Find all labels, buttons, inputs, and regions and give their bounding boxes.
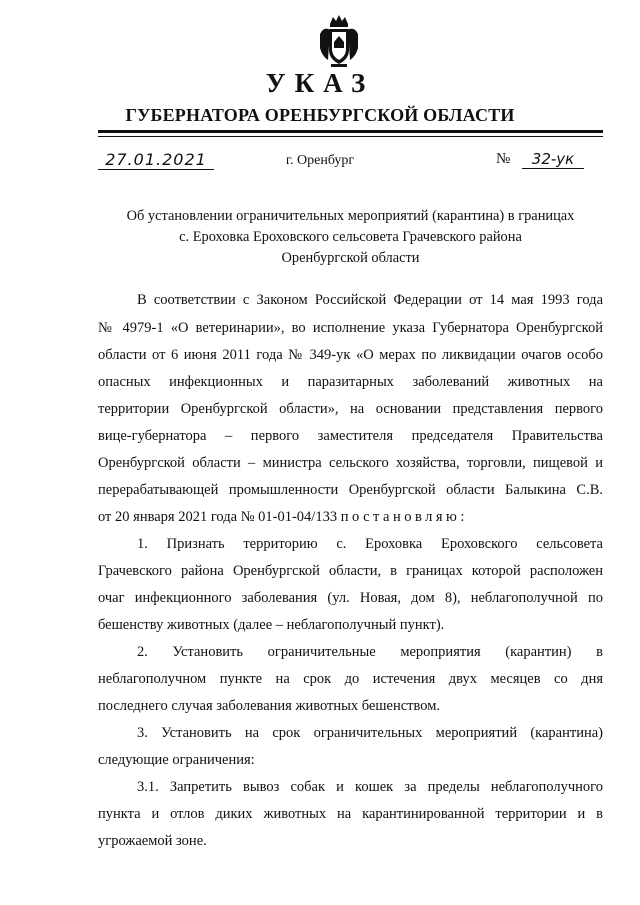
body-line: следующие ограничения: xyxy=(98,752,255,768)
header-rule-thin xyxy=(98,136,603,137)
body-line: № 4979-1 «О ветеринарии», во исполнение указа Губернатора Оренбургской xyxy=(98,320,603,336)
body-line: области от 6 июня 2011 года № 349-ук «О мерах по ликвидации очагов особо xyxy=(98,347,603,363)
resolution-word: постановляю: xyxy=(340,509,468,525)
heading-line: Оренбургской области xyxy=(281,250,420,266)
decree-number-label: № xyxy=(496,151,511,167)
preamble-reference: от 20 января 2021 года № 01-01-04/133 xyxy=(98,509,338,525)
heading-line: с. Ероховка Ероховского сельсовета Грачевского района xyxy=(179,229,522,245)
body-line: Грачевского района Оренбургской области, в границах которой расположен xyxy=(98,563,603,579)
body-line xyxy=(98,509,468,526)
body-line: бешенству животных (далее – неблагополучный пункт). xyxy=(98,617,445,633)
body-line: вице-губернатора – первого заместителя председателя Правительства xyxy=(98,428,603,444)
body-line: перерабатывающей промышленности Оренбургской области Балыкина С.В. xyxy=(98,482,603,498)
document-subtitle: ГУБЕРНАТОРА ОРЕНБУРГСКОЙ ОБЛАСТИ xyxy=(125,105,515,125)
body-line: опасных инфекционных и паразитарных заболеваний животных на xyxy=(98,374,603,390)
decree-heading xyxy=(98,206,603,269)
decree-date: 27.01.2021 xyxy=(98,150,214,170)
body-line: неблагополучном пункте на срок до истечения двух месяцев со дня xyxy=(98,671,603,687)
decree-city: г. Оренбург xyxy=(285,153,355,168)
body-line: пункта и отлов диких животных на карантинированной территории и в xyxy=(98,806,603,822)
heading-line: Об установлении ограничительных мероприятий (карантина) в границах xyxy=(126,208,575,224)
body-line: 1. Признать территорию с. Ероховка Ероховского сельсовета xyxy=(137,536,603,552)
body-line: последнего случая заболевания животных бешенством. xyxy=(98,698,441,714)
body-line: 2. Установить ограничительные мероприятия (карантин) в xyxy=(137,644,603,660)
body-line: угрожаемой зоне. xyxy=(98,833,207,849)
document-title: УКАЗ xyxy=(265,68,375,98)
decree-number: 32-ук xyxy=(522,150,584,169)
body-line: 3.1. Запретить вывоз собак и кошек за пределы неблагополучного xyxy=(137,779,603,795)
body-line: очаг инфекционного заболевания (ул. Новая, дом 8), неблагополучной по xyxy=(98,590,603,606)
header-rule-thick xyxy=(98,130,603,133)
body-line: территории Оренбургской области», на основании представления первого xyxy=(98,401,603,417)
body-line: 3. Установить на срок ограничительных мероприятий (карантина) xyxy=(137,725,603,741)
body-line: В соответствии с Законом Российской Федерации от 14 мая 1993 года xyxy=(137,292,603,308)
coat-of-arms-icon xyxy=(318,12,360,68)
body-line: Оренбургской области – министра сельского хозяйства, торговли, пищевой и xyxy=(98,455,603,471)
